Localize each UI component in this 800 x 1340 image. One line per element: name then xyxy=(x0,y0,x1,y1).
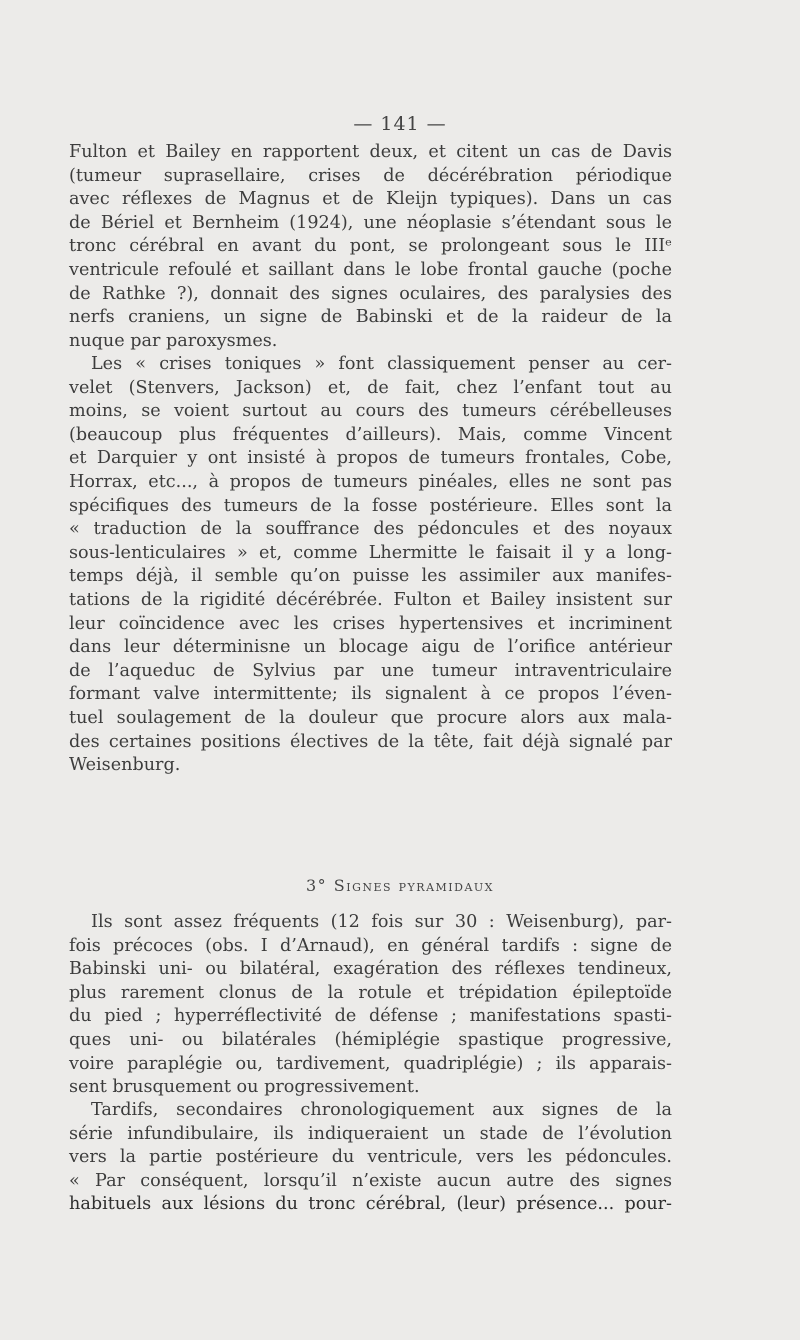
text-line: leur coïncidence avec les crises hypertensives et incriminent xyxy=(69,613,672,634)
section-number: 3° xyxy=(305,876,328,895)
text-line: des certaines positions électives de la tête, fait déjà signalé par xyxy=(69,731,672,752)
text-line: Tardifs, secondaires chronologiquement aux signes de la xyxy=(91,1100,672,1120)
text-line: dans leur déterminisne un blocage aigu de l’orifice antérieur xyxy=(69,637,672,658)
text-line: tations de la rigidité décérébrée. Fulton et Bailey insistent sur xyxy=(69,589,672,610)
text-line: Ils sont assez fréquents (12 fois sur 30 : Weisenburg), par- xyxy=(91,912,672,932)
text-line: du pied ; hyperréflectivité de défense ; manifestations spasti- xyxy=(69,1006,672,1027)
text-line: fois précoces (obs. I d’Arnaud), en général tardifs : signe de xyxy=(69,935,672,956)
text-line: sous-lenticulaires » et, comme Lhermitte le faisait il y a long- xyxy=(69,542,672,563)
text-line: « traduction de la souffrance des pédoncules et des noyaux xyxy=(69,519,672,540)
text-line: nerfs craniens, un signe de Babinski et de la raideur de la xyxy=(69,307,672,328)
text-line: moins, se voient surtout au cours des tumeurs cérébelleuses xyxy=(69,401,672,422)
text-line: (beaucoup plus fréquentes d’ailleurs). Mais, comme Vincent xyxy=(69,424,672,445)
text-line: voire paraplégie ou, tardivement, quadriplégie) ; ils apparais- xyxy=(69,1053,672,1074)
section-title: Signes pyramidaux xyxy=(333,876,494,895)
paragraph-4 xyxy=(69,1099,672,1217)
text-line: avec réflexes de Magnus et de Kleijn typiques). Dans un cas xyxy=(69,189,672,210)
text-line: « Par conséquent, lorsqu’il n’existe aucun autre des signes xyxy=(69,1170,672,1191)
section-heading xyxy=(0,876,800,895)
text-line: habituels aux lésions du tronc cérébral, (leur) présence... pour- xyxy=(69,1194,672,1215)
page-number: — 141 — xyxy=(353,113,447,135)
text-line: ques uni- ou bilatérales (hémiplégie spastique progressive, xyxy=(69,1029,672,1050)
text-line: velet (Stenvers, Jackson) et, de fait, chez l’enfant tout au xyxy=(69,377,672,398)
text-line: vers la partie postérieure du ventricule, vers les pédoncules. xyxy=(69,1147,672,1168)
text-line: de l’aqueduc de Sylvius par une tumeur intraventriculaire xyxy=(69,660,672,681)
text-line: de Rathke ?), donnait des signes oculaires, des paralysies des xyxy=(69,283,672,304)
text-line: ventricule refoulé et saillant dans le lobe frontal gauche (poche xyxy=(69,259,672,280)
paragraph-3 xyxy=(69,911,672,1100)
text-line: Babinski uni- ou bilatéral, exagération des réflexes tendineux, xyxy=(69,959,672,980)
text-line: plus rarement clonus de la rotule et trépidation épileptoïde xyxy=(69,982,672,1003)
text-line: Les « crises toniques » font classiquement penser au cer- xyxy=(91,354,672,374)
text-line: de Bériel et Bernheim (1924), une néoplasie s’étendant sous le xyxy=(69,212,672,233)
text-line: temps déjà, il semble qu’on puisse les assimiler aux manifes- xyxy=(69,566,672,587)
text-line: série infundibulaire, ils indiqueraient un stade de l’évolution xyxy=(69,1123,672,1144)
text-line: formant valve intermittente; ils signalent à ce propos l’éven- xyxy=(69,684,672,705)
text-line: Weisenburg. xyxy=(69,755,181,776)
text-line: nuque par paroxysmes. xyxy=(69,330,278,351)
text-line: et Darquier y ont insisté à propos de tumeurs frontales, Cobe, xyxy=(69,448,672,469)
text-line: tronc cérébral en avant du pont, se prolongeant sous le IIIᵉ xyxy=(69,236,672,257)
text-line: spécifiques des tumeurs de la fosse postérieure. Elles sont la xyxy=(69,495,672,516)
paragraph-2 xyxy=(69,353,672,778)
text-line: tuel soulagement de la douleur que procure alors aux mala- xyxy=(69,707,672,728)
text-line: Fulton et Bailey en rapportent deux, et citent un cas de Davis xyxy=(69,142,672,162)
text-line: Horrax, etc..., à propos de tumeurs pinéales, elles ne sont pas xyxy=(69,471,672,492)
text-line: (tumeur suprasellaire, crises de décérébration périodique xyxy=(69,165,672,186)
text-line: sent brusquement ou progressivement. xyxy=(69,1077,420,1098)
paragraph-1 xyxy=(69,141,672,353)
